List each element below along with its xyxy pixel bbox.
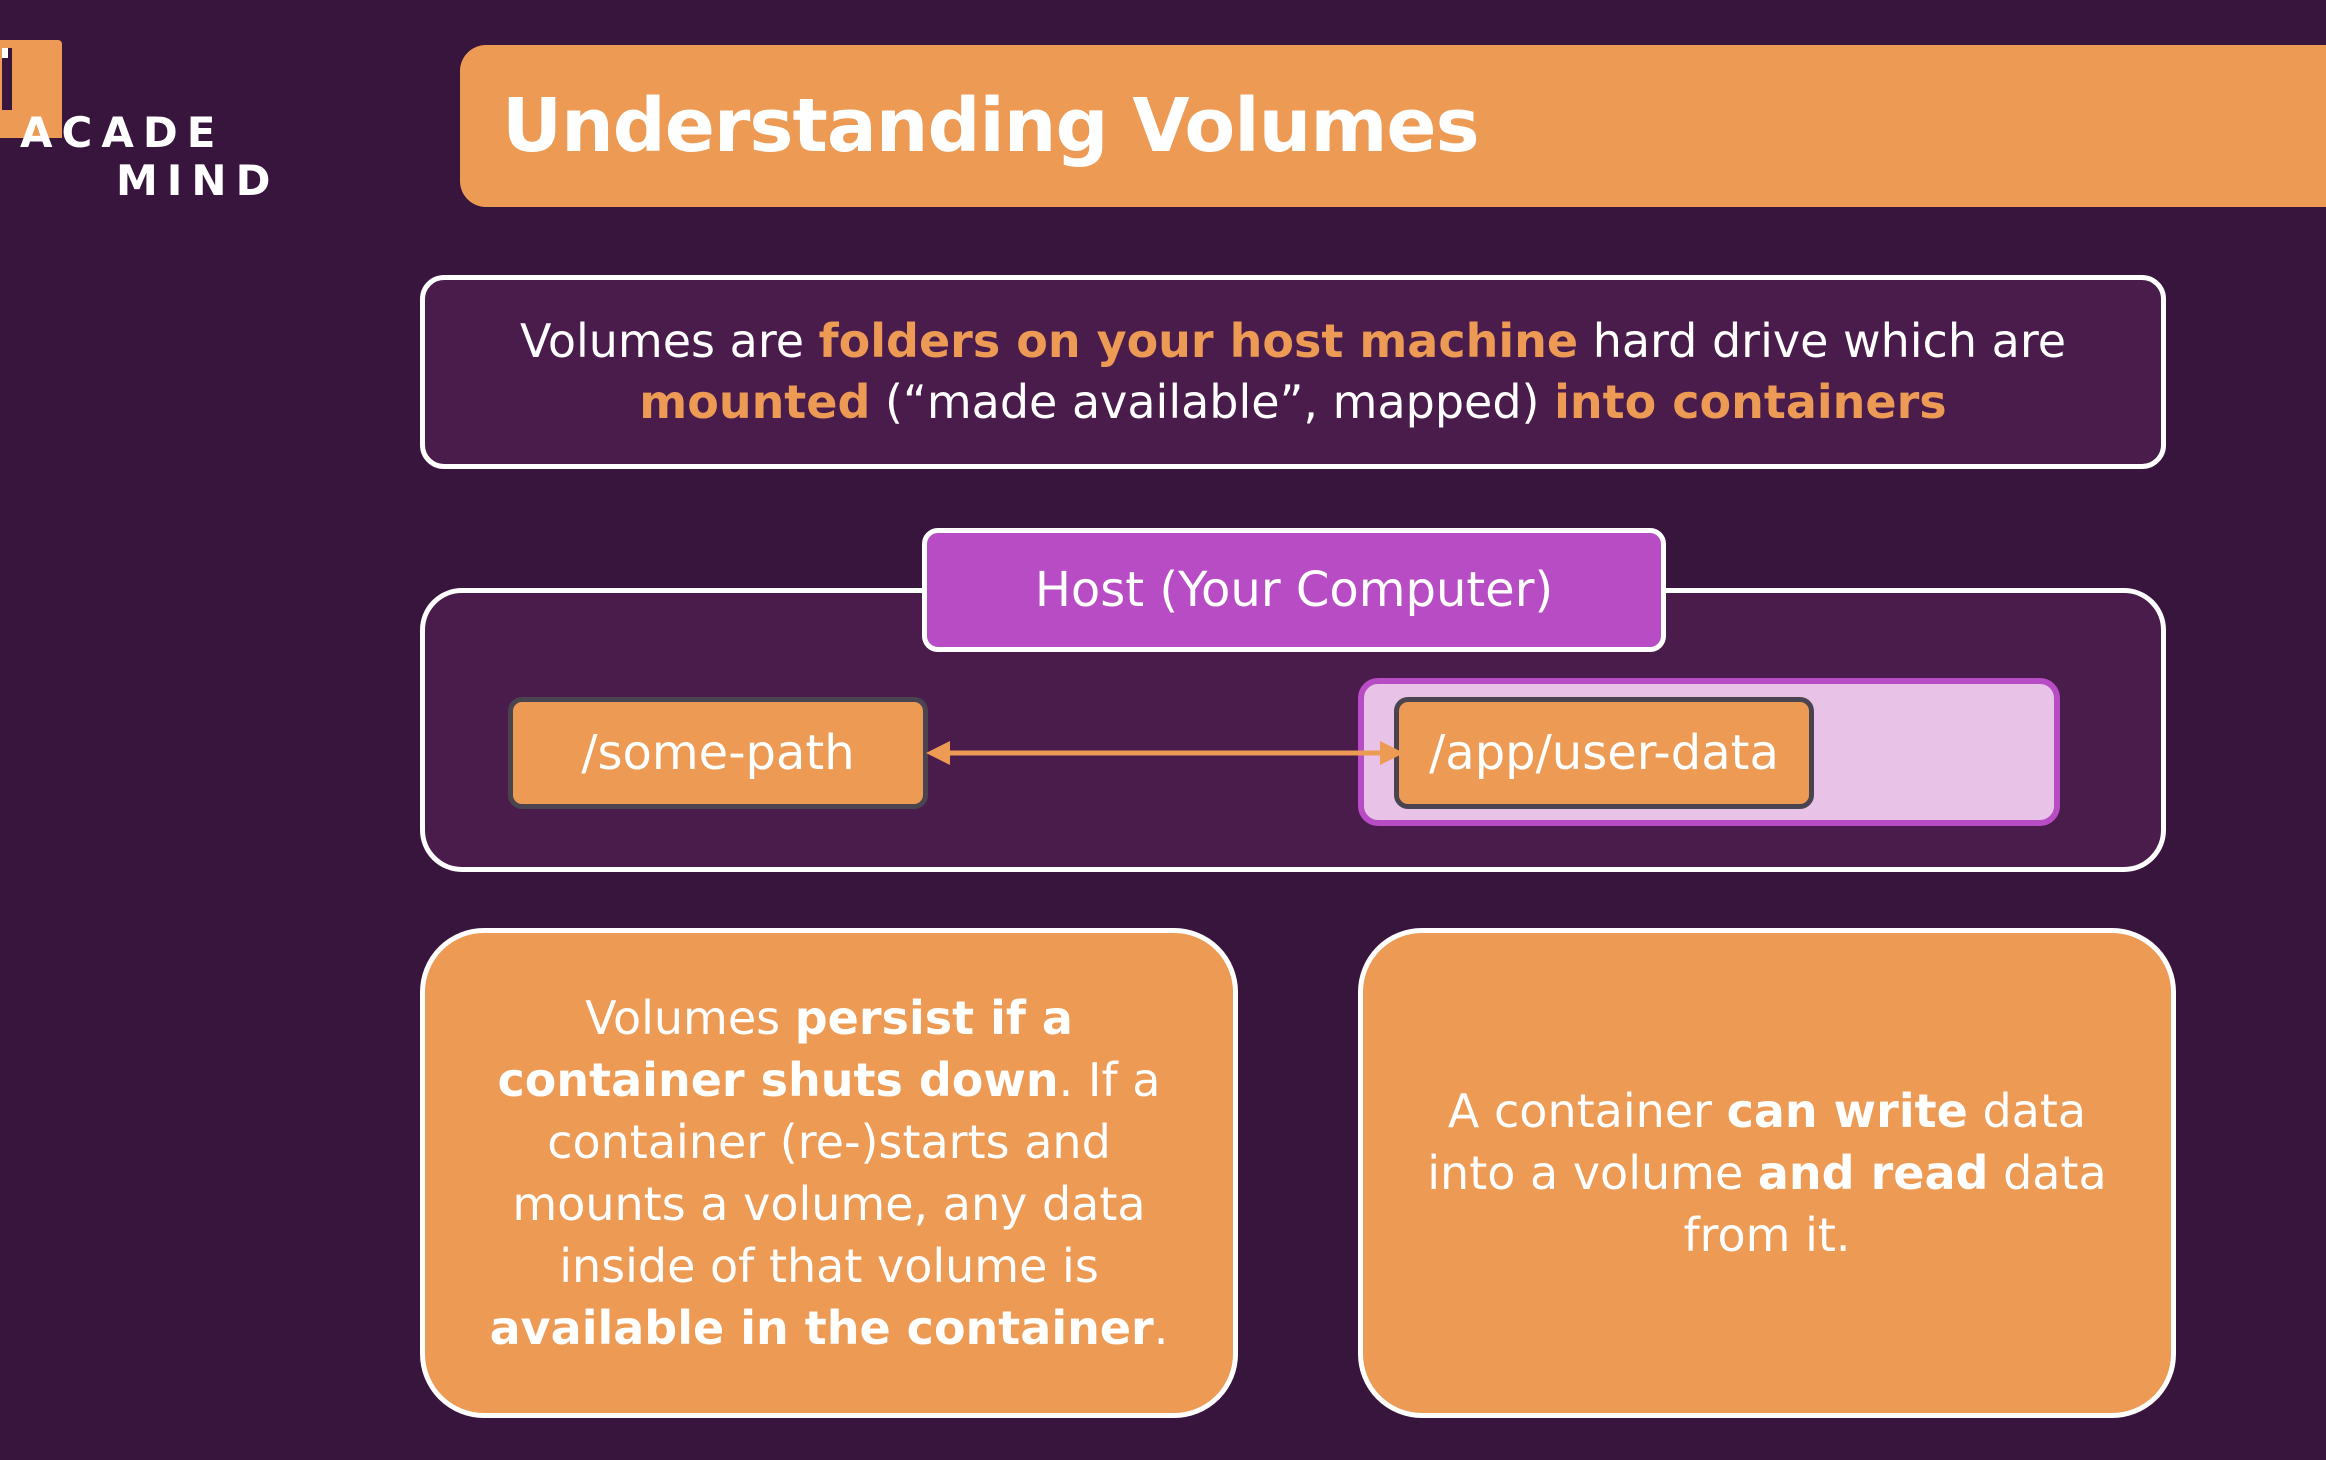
logo-text-line2: MIND bbox=[116, 156, 280, 205]
definition-part3: (“made available”, mapped) bbox=[870, 375, 1555, 429]
persistence-b1: persist if a container shuts down bbox=[497, 991, 1073, 1107]
persistence-t1: Volumes bbox=[585, 991, 795, 1045]
readwrite-b1: can write bbox=[1726, 1084, 1968, 1138]
definition-part1: Volumes are bbox=[519, 314, 819, 368]
definition-text bbox=[520, 311, 2066, 433]
container-path-box: /app/user-data bbox=[1394, 697, 1814, 809]
page-title: Understanding Volumes bbox=[502, 83, 1479, 169]
definition-highlight-containers: into containers bbox=[1554, 375, 1947, 429]
definition-highlight-mounted: mounted bbox=[639, 375, 871, 429]
persistence-t3: . bbox=[1153, 1301, 1169, 1355]
definition-box bbox=[420, 275, 2166, 469]
definition-highlight-folders: folders on your host machine bbox=[818, 314, 1579, 368]
logo-mark-tab bbox=[2, 48, 8, 58]
host-path-box: /some-path bbox=[508, 697, 928, 809]
bidirectional-arrow-icon bbox=[920, 735, 1410, 771]
readwrite-b2: and read bbox=[1757, 1146, 1989, 1200]
persistence-t2: . If a container (re-)starts and mounts a volume, any data inside of that volume is bbox=[512, 1053, 1161, 1293]
logo-text-line1: ACADE bbox=[20, 108, 225, 157]
readwrite-t1: A container bbox=[1447, 1084, 1727, 1138]
readwrite-t2: data into a volume bbox=[1427, 1084, 2087, 1200]
persistence-b2: available in the container bbox=[489, 1301, 1154, 1355]
definition-part2: hard drive which are bbox=[1578, 314, 2067, 368]
persistence-info-text bbox=[485, 987, 1173, 1359]
title-bar bbox=[460, 45, 2326, 207]
persistence-info-box bbox=[420, 928, 1238, 1418]
host-label: Host (Your Computer) bbox=[922, 528, 1666, 652]
read-write-info-box bbox=[1358, 928, 2176, 1418]
academind-logo bbox=[0, 40, 280, 210]
read-write-info-text bbox=[1423, 1080, 2111, 1266]
readwrite-t3: data from it. bbox=[1683, 1146, 2107, 1262]
